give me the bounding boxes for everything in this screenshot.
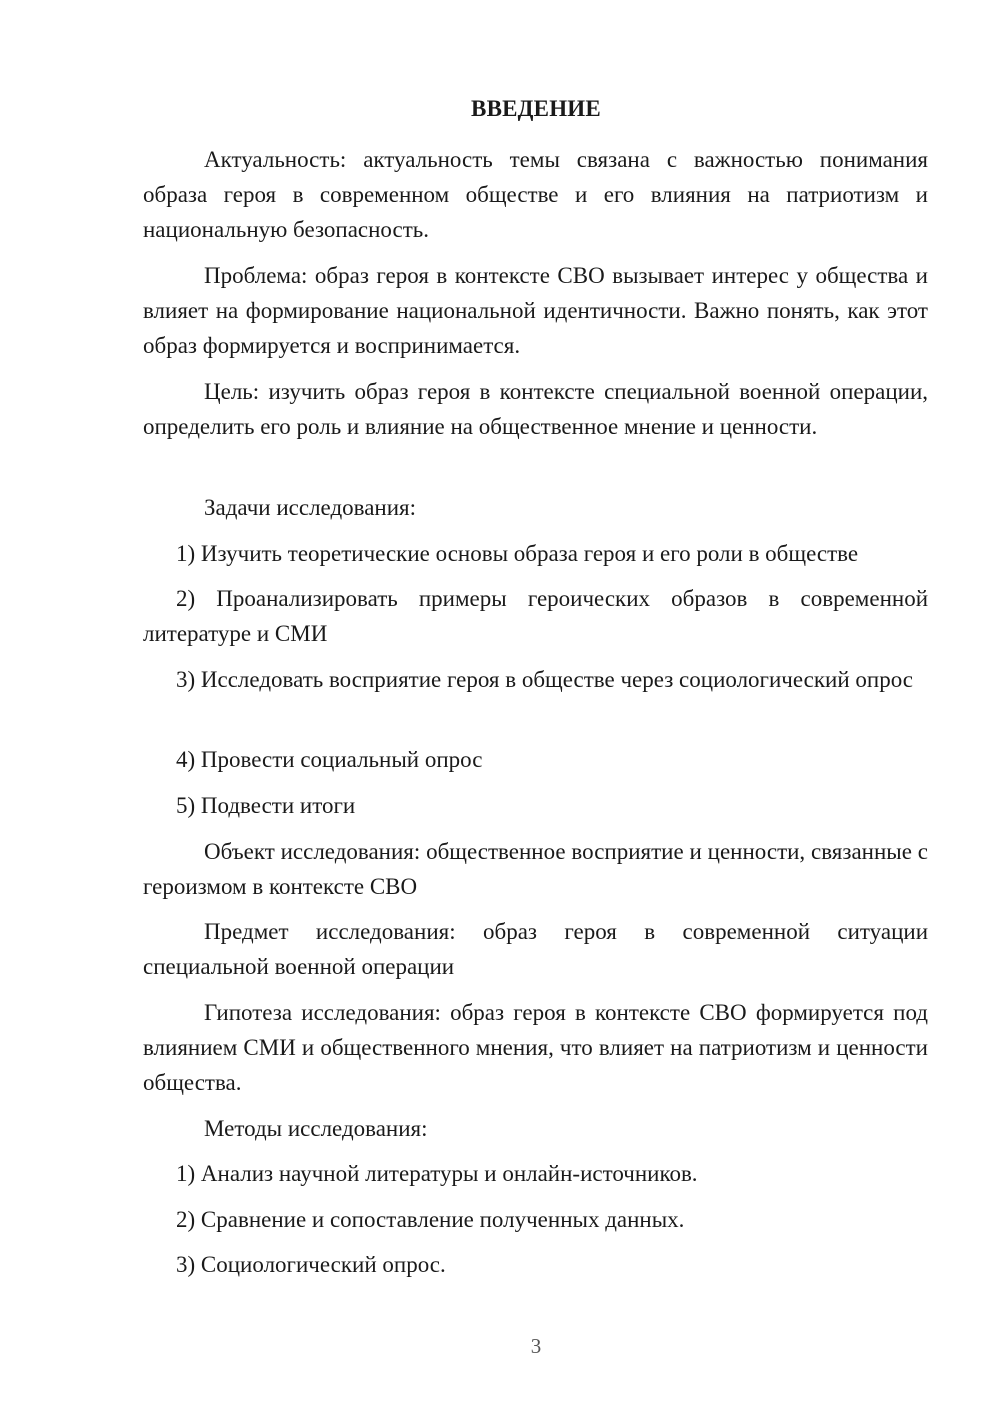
task-item-1: 1) Изучить теоретические основы образа героя и его роли в обществе	[176, 541, 859, 566]
task-item-2: 2) Проанализировать примеры героических образов в современной литературе и СМИ	[143, 586, 928, 646]
methods-heading: Методы исследования:	[204, 1116, 428, 1141]
hypothesis-paragraph: Гипотеза исследования: образ героя в контексте СВО формируется под влиянием СМИ и общественного мнения, что влияет на патриотизм и ценности общества.	[143, 1000, 928, 1095]
method-item-2: 2) Сравнение и сопоставление полученных данных.	[176, 1207, 685, 1232]
object-paragraph: Объект исследования: общественное восприятие и ценности, связанные с героизмом в контексте СВО	[143, 839, 928, 899]
method-item-1: 1) Анализ научной литературы и онлайн-источников.	[176, 1161, 698, 1186]
relevance-paragraph: Актуальность: актуальность темы связана с важностью понимания образа героя в современном обществе и его влияния на патриотизм и национальную безопасность.	[143, 147, 928, 242]
problem-paragraph: Проблема: образ героя в контексте СВО вызывает интерес у общества и влияет на формирование национальной идентичности. Важно понять, как этот образ формируется и воспринимается.	[143, 263, 928, 358]
page-number: 3	[530, 1334, 542, 1358]
task-item-5: 5) Подвести итоги	[176, 793, 356, 818]
page-title: ВВЕДЕНИЕ	[471, 96, 601, 121]
subject-paragraph: Предмет исследования: образ героя в современной ситуации специальной военной операции	[143, 919, 928, 979]
method-item-3: 3) Социологический опрос.	[176, 1252, 446, 1277]
task-item-3: 3) Исследовать восприятие героя в обществе через социологический опрос	[176, 667, 913, 692]
tasks-heading: Задачи исследования:	[204, 495, 417, 520]
goal-paragraph: Цель: изучить образ героя в контексте специальной военной операции, определить его роль и влияние на общественное мнение и ценности.	[143, 379, 928, 439]
task-item-4: 4) Провести социальный опрос	[176, 747, 483, 772]
